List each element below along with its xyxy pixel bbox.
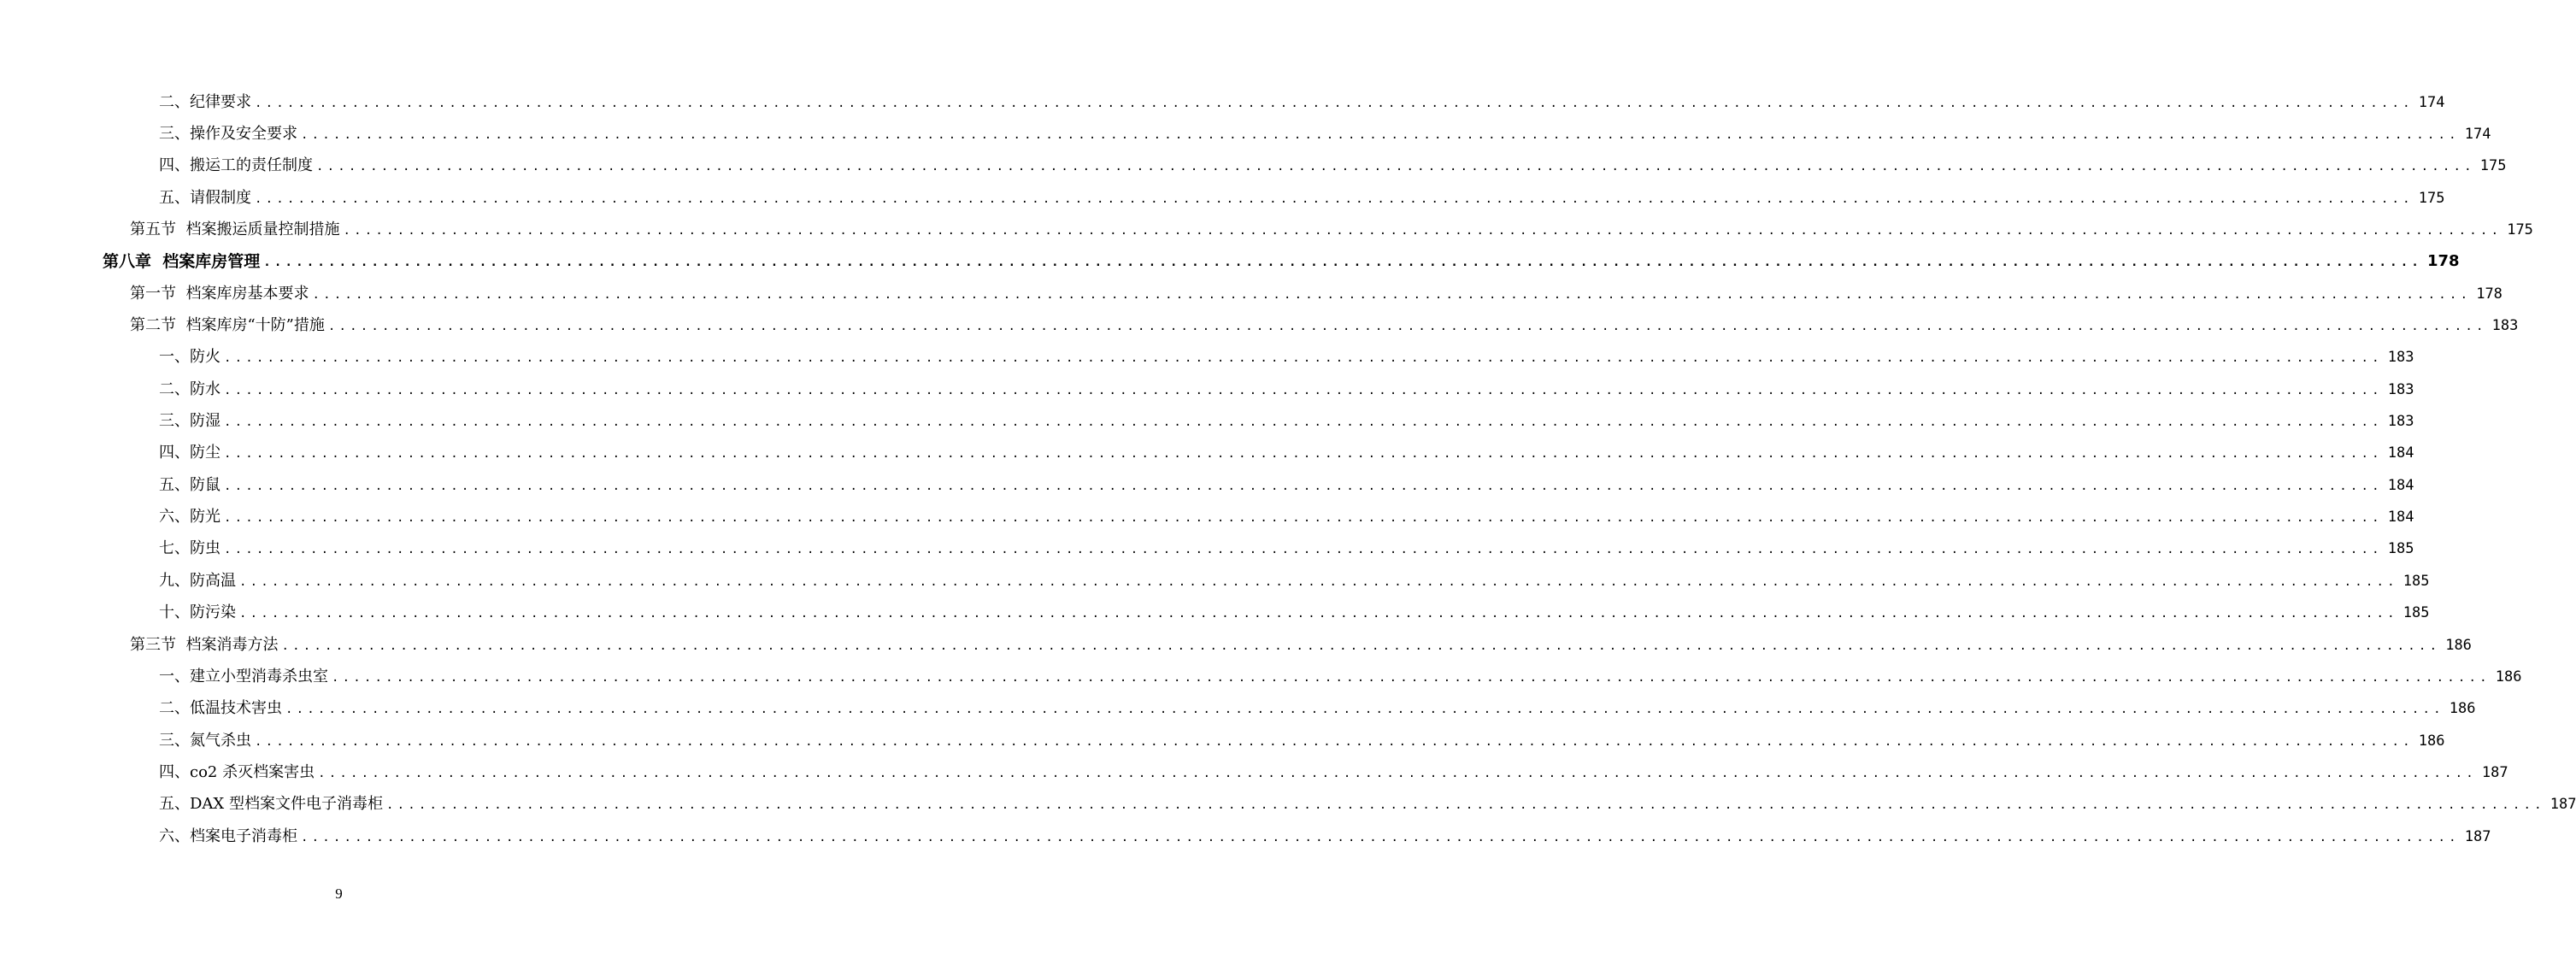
- toc-title: 五、防鼠: [159, 475, 221, 494]
- dot-leader: ........................................................................................................................................................................................................: [224, 511, 2383, 526]
- dot-leader: ........................................................................................................................................................................................................: [332, 670, 2491, 685]
- toc-row[interactable]: [0, 469, 2414, 501]
- dot-leader: ........................................................................................................................................................................................................: [285, 703, 2444, 717]
- toc-page-number: 178: [2426, 252, 2460, 271]
- toc-page-number: 183: [2387, 349, 2414, 367]
- dot-leader: ........................................................................................................................................................................................................: [318, 766, 2477, 780]
- dot-leader: ........................................................................................................................................................................................................: [255, 96, 2414, 110]
- toc-page-number: 185: [2387, 540, 2414, 558]
- dot-leader: ........................................................................................................................................................................................................: [316, 160, 2475, 174]
- toc-title: 九、防高温: [159, 571, 236, 590]
- toc-row[interactable]: [0, 182, 2445, 214]
- toc-title: 三、氮气杀虫: [159, 731, 251, 750]
- toc-row[interactable]: [0, 214, 2533, 245]
- dot-leader: ........................................................................................................................................................................................................: [343, 224, 2502, 238]
- toc-page-number: 183: [2387, 380, 2414, 398]
- toc-title: 三、操作及安全要求: [159, 125, 297, 144]
- toc-page-number: 183: [2491, 317, 2519, 335]
- toc-row[interactable]: [0, 309, 2519, 341]
- toc-page-number: 183: [2387, 413, 2414, 431]
- toc-page-number: 184: [2387, 444, 2414, 462]
- toc-page-number: 186: [2418, 732, 2445, 750]
- toc-row[interactable]: [0, 438, 2414, 469]
- toc-page-number: 175: [2479, 157, 2507, 175]
- toc-title: 第八章 档案库房管理: [103, 252, 261, 272]
- toc-title: 第二节 档案库房“十防”措施: [130, 316, 325, 335]
- dot-leader: ........................................................................................................................................................................................................: [281, 638, 2441, 653]
- dot-leader: ........................................................................................................................................................................................................: [224, 447, 2383, 462]
- toc-page-number: 174: [2418, 93, 2445, 111]
- toc-title: 五、DAX 型档案文件电子消毒柜: [159, 795, 383, 814]
- toc-title: 十、防污染: [159, 603, 236, 622]
- toc-page-number: 185: [2403, 572, 2430, 590]
- toc-row[interactable]: [0, 597, 2430, 629]
- dot-leader: ........................................................................................................................................................................................................: [263, 256, 2422, 270]
- toc-page-number: 175: [2507, 221, 2533, 239]
- toc-title: 第一节 档案库房基本要求: [130, 284, 309, 303]
- toc-row[interactable]: [0, 533, 2414, 565]
- dot-leader: ........................................................................................................................................................................................................: [224, 543, 2383, 557]
- toc-title: 二、纪律要求: [159, 92, 251, 111]
- toc-page-number: 186: [2445, 636, 2472, 654]
- toc-page-number: 184: [2387, 476, 2414, 494]
- toc-row[interactable]: [0, 246, 2460, 278]
- dot-leader: ........................................................................................................................................................................................................: [301, 830, 2460, 844]
- toc-title: 六、档案电子消毒柜: [159, 827, 297, 845]
- toc-row[interactable]: [0, 629, 2472, 661]
- toc-page-number: 184: [2387, 509, 2414, 527]
- toc-row[interactable]: [0, 405, 2414, 437]
- dot-leader: ........................................................................................................................................................................................................: [255, 734, 2414, 749]
- toc-row[interactable]: [0, 789, 2576, 821]
- page-number: 9: [335, 885, 343, 902]
- toc-row[interactable]: [0, 725, 2445, 756]
- toc-page-number: 187: [2550, 796, 2576, 814]
- dot-leader: ........................................................................................................................................................................................................: [224, 479, 2383, 493]
- toc-page-number: 187: [2481, 763, 2508, 781]
- dot-leader: ........................................................................................................................................................................................................: [224, 415, 2383, 430]
- toc-row[interactable]: [0, 86, 2445, 118]
- toc-title: 二、低温技术害虫: [159, 699, 282, 718]
- toc-title: 五、请假制度: [159, 188, 251, 207]
- toc-row[interactable]: [0, 150, 2507, 182]
- toc-row[interactable]: [0, 693, 2476, 725]
- dot-leader: ........................................................................................................................................................................................................: [301, 128, 2460, 143]
- toc-title: 三、防湿: [159, 412, 221, 431]
- toc-row[interactable]: [0, 278, 2502, 309]
- toc-title: 七、防虫: [159, 539, 221, 558]
- toc-title: 四、co2 杀灭档案害虫: [159, 762, 315, 781]
- dot-leader: ........................................................................................................................................................................................................: [224, 383, 2383, 397]
- toc-row[interactable]: [0, 374, 2414, 405]
- toc-title: 第三节 档案消毒方法: [130, 635, 279, 654]
- toc-row[interactable]: [0, 821, 2491, 852]
- toc-page-number: 178: [2476, 285, 2502, 303]
- toc-page-number: 175: [2418, 189, 2445, 207]
- toc-title: 四、防尘: [159, 444, 221, 462]
- toc-title: 四、搬运工的责任制度: [159, 156, 313, 175]
- toc-title: 一、防火: [159, 348, 221, 367]
- toc-title: 六、防光: [159, 508, 221, 527]
- toc-page-number: 185: [2403, 604, 2430, 622]
- toc-page-number: 174: [2464, 126, 2491, 144]
- toc-title: 第五节 档案搬运质量控制措施: [130, 221, 340, 239]
- toc-row[interactable]: [0, 756, 2508, 788]
- dot-leader: ........................................................................................................................................................................................................: [385, 798, 2545, 813]
- dot-leader: ........................................................................................................................................................................................................: [312, 287, 2472, 302]
- toc-page-number: 187: [2464, 827, 2491, 845]
- toc-row[interactable]: [0, 342, 2414, 374]
- toc-row[interactable]: [0, 501, 2414, 532]
- table-of-contents: [0, 86, 2576, 852]
- toc-row[interactable]: [0, 118, 2491, 150]
- toc-title: 二、防水: [159, 379, 221, 398]
- toc-page-number: 186: [2449, 700, 2476, 718]
- toc-title: 一、建立小型消毒杀虫室: [159, 667, 328, 685]
- toc-row[interactable]: [0, 565, 2430, 597]
- toc-row[interactable]: [0, 661, 2522, 692]
- dot-leader: ........................................................................................................................................................................................................: [224, 351, 2383, 366]
- dot-leader: ........................................................................................................................................................................................................: [327, 320, 2487, 334]
- dot-leader: ........................................................................................................................................................................................................: [239, 607, 2398, 621]
- dot-leader: ........................................................................................................................................................................................................: [255, 191, 2414, 206]
- toc-page-number: 186: [2495, 668, 2522, 685]
- dot-leader: ........................................................................................................................................................................................................: [239, 574, 2398, 589]
